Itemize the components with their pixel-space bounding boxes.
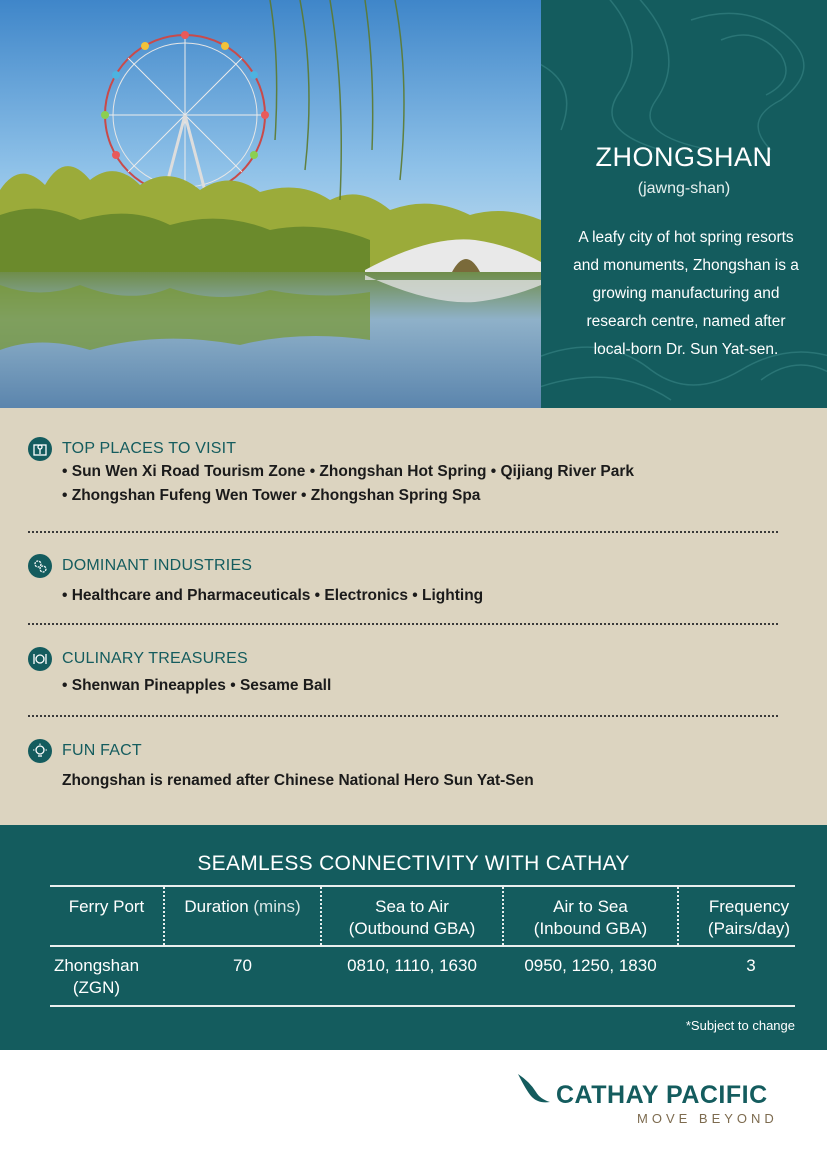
lightbulb-icon <box>28 739 52 763</box>
row-port-name: Zhongshan <box>53 956 140 975</box>
culinary-text: • Shenwan Pineapples • Sesame Ball <box>62 677 332 694</box>
table-top-rule <box>50 885 795 887</box>
plate-cutlery-icon <box>28 647 52 671</box>
header-air-to-sea-sub: (Inbound GBA) <box>533 919 648 938</box>
gears-icon <box>28 554 52 578</box>
row-sea-to-air: 0810, 1110, 1630 <box>347 956 477 975</box>
info-section <box>0 408 827 825</box>
subject-to-change-note: *Subject to change <box>685 1018 795 1033</box>
divider <box>28 623 778 625</box>
row-air-to-sea: 0950, 1250, 1830 <box>524 956 657 975</box>
places-title: TOP PLACES TO VISIT <box>62 440 237 457</box>
brand-name: CATHAY PACIFIC <box>556 1081 768 1109</box>
connectivity-section <box>0 825 827 1050</box>
header-frequency-sub: (Pairs/day) <box>707 919 791 938</box>
funfact-title: FUN FACT <box>62 742 142 759</box>
row-duration: 70 <box>233 956 252 975</box>
row-port-code: (ZGN) <box>72 978 121 997</box>
intro-panel <box>541 0 827 408</box>
places-line-2: • Zhongshan Fufeng Wen Tower • Zhongshan Spring Spa <box>62 487 481 504</box>
header-frequency <box>679 896 819 940</box>
header-duration-label: Duration <box>184 897 249 916</box>
city-pronunciation: (jawng-shan) <box>637 180 731 197</box>
places-line-1: • Sun Wen Xi Road Tourism Zone • Zhongshan Hot Spring • Qijiang River Park <box>62 463 635 480</box>
culinary-title: CULINARY TREASURES <box>62 650 248 667</box>
header-sea-to-air-label: Sea to Air <box>375 897 449 916</box>
table-mid-rule <box>50 945 795 947</box>
hero-section <box>0 0 827 408</box>
city-description: A leafy city of hot spring resorts and monuments, Zhongshan is a growing manufacturing and research centre, named after local-born Dr. Sun Yat-sen. <box>573 229 799 358</box>
header-sea-to-air <box>322 896 502 940</box>
row-ferry-port <box>40 955 153 999</box>
cathay-brushwing-logo <box>516 1072 552 1108</box>
brand-tagline: MOVE BEYOND <box>637 1111 778 1126</box>
table-bottom-rule <box>50 1005 795 1007</box>
header-air-to-sea-label: Air to Sea <box>553 897 628 916</box>
header-duration <box>165 896 320 918</box>
header-ferry-port: Ferry Port <box>68 897 145 916</box>
connectivity-title: SEAMLESS CONNECTIVITY WITH CATHAY <box>197 852 630 875</box>
industries-title: DOMINANT INDUSTRIES <box>62 557 253 574</box>
header-sea-to-air-sub: (Outbound GBA) <box>348 919 476 938</box>
map-pin-icon <box>28 437 52 461</box>
footer <box>0 1050 827 1155</box>
industries-text: • Healthcare and Pharmaceuticals • Electronics • Lighting <box>62 587 484 604</box>
divider <box>28 715 778 717</box>
header-air-to-sea <box>504 896 677 940</box>
header-frequency-label: Frequency <box>708 897 790 916</box>
header-duration-unit: (mins) <box>253 897 301 916</box>
funfact-text: Zhongshan is renamed after Chinese National Hero Sun Yat-Sen <box>62 772 534 789</box>
divider <box>28 531 778 533</box>
city-name: ZHONGSHAN <box>595 142 773 172</box>
city-photo <box>0 0 541 408</box>
row-frequency: 3 <box>746 956 756 975</box>
